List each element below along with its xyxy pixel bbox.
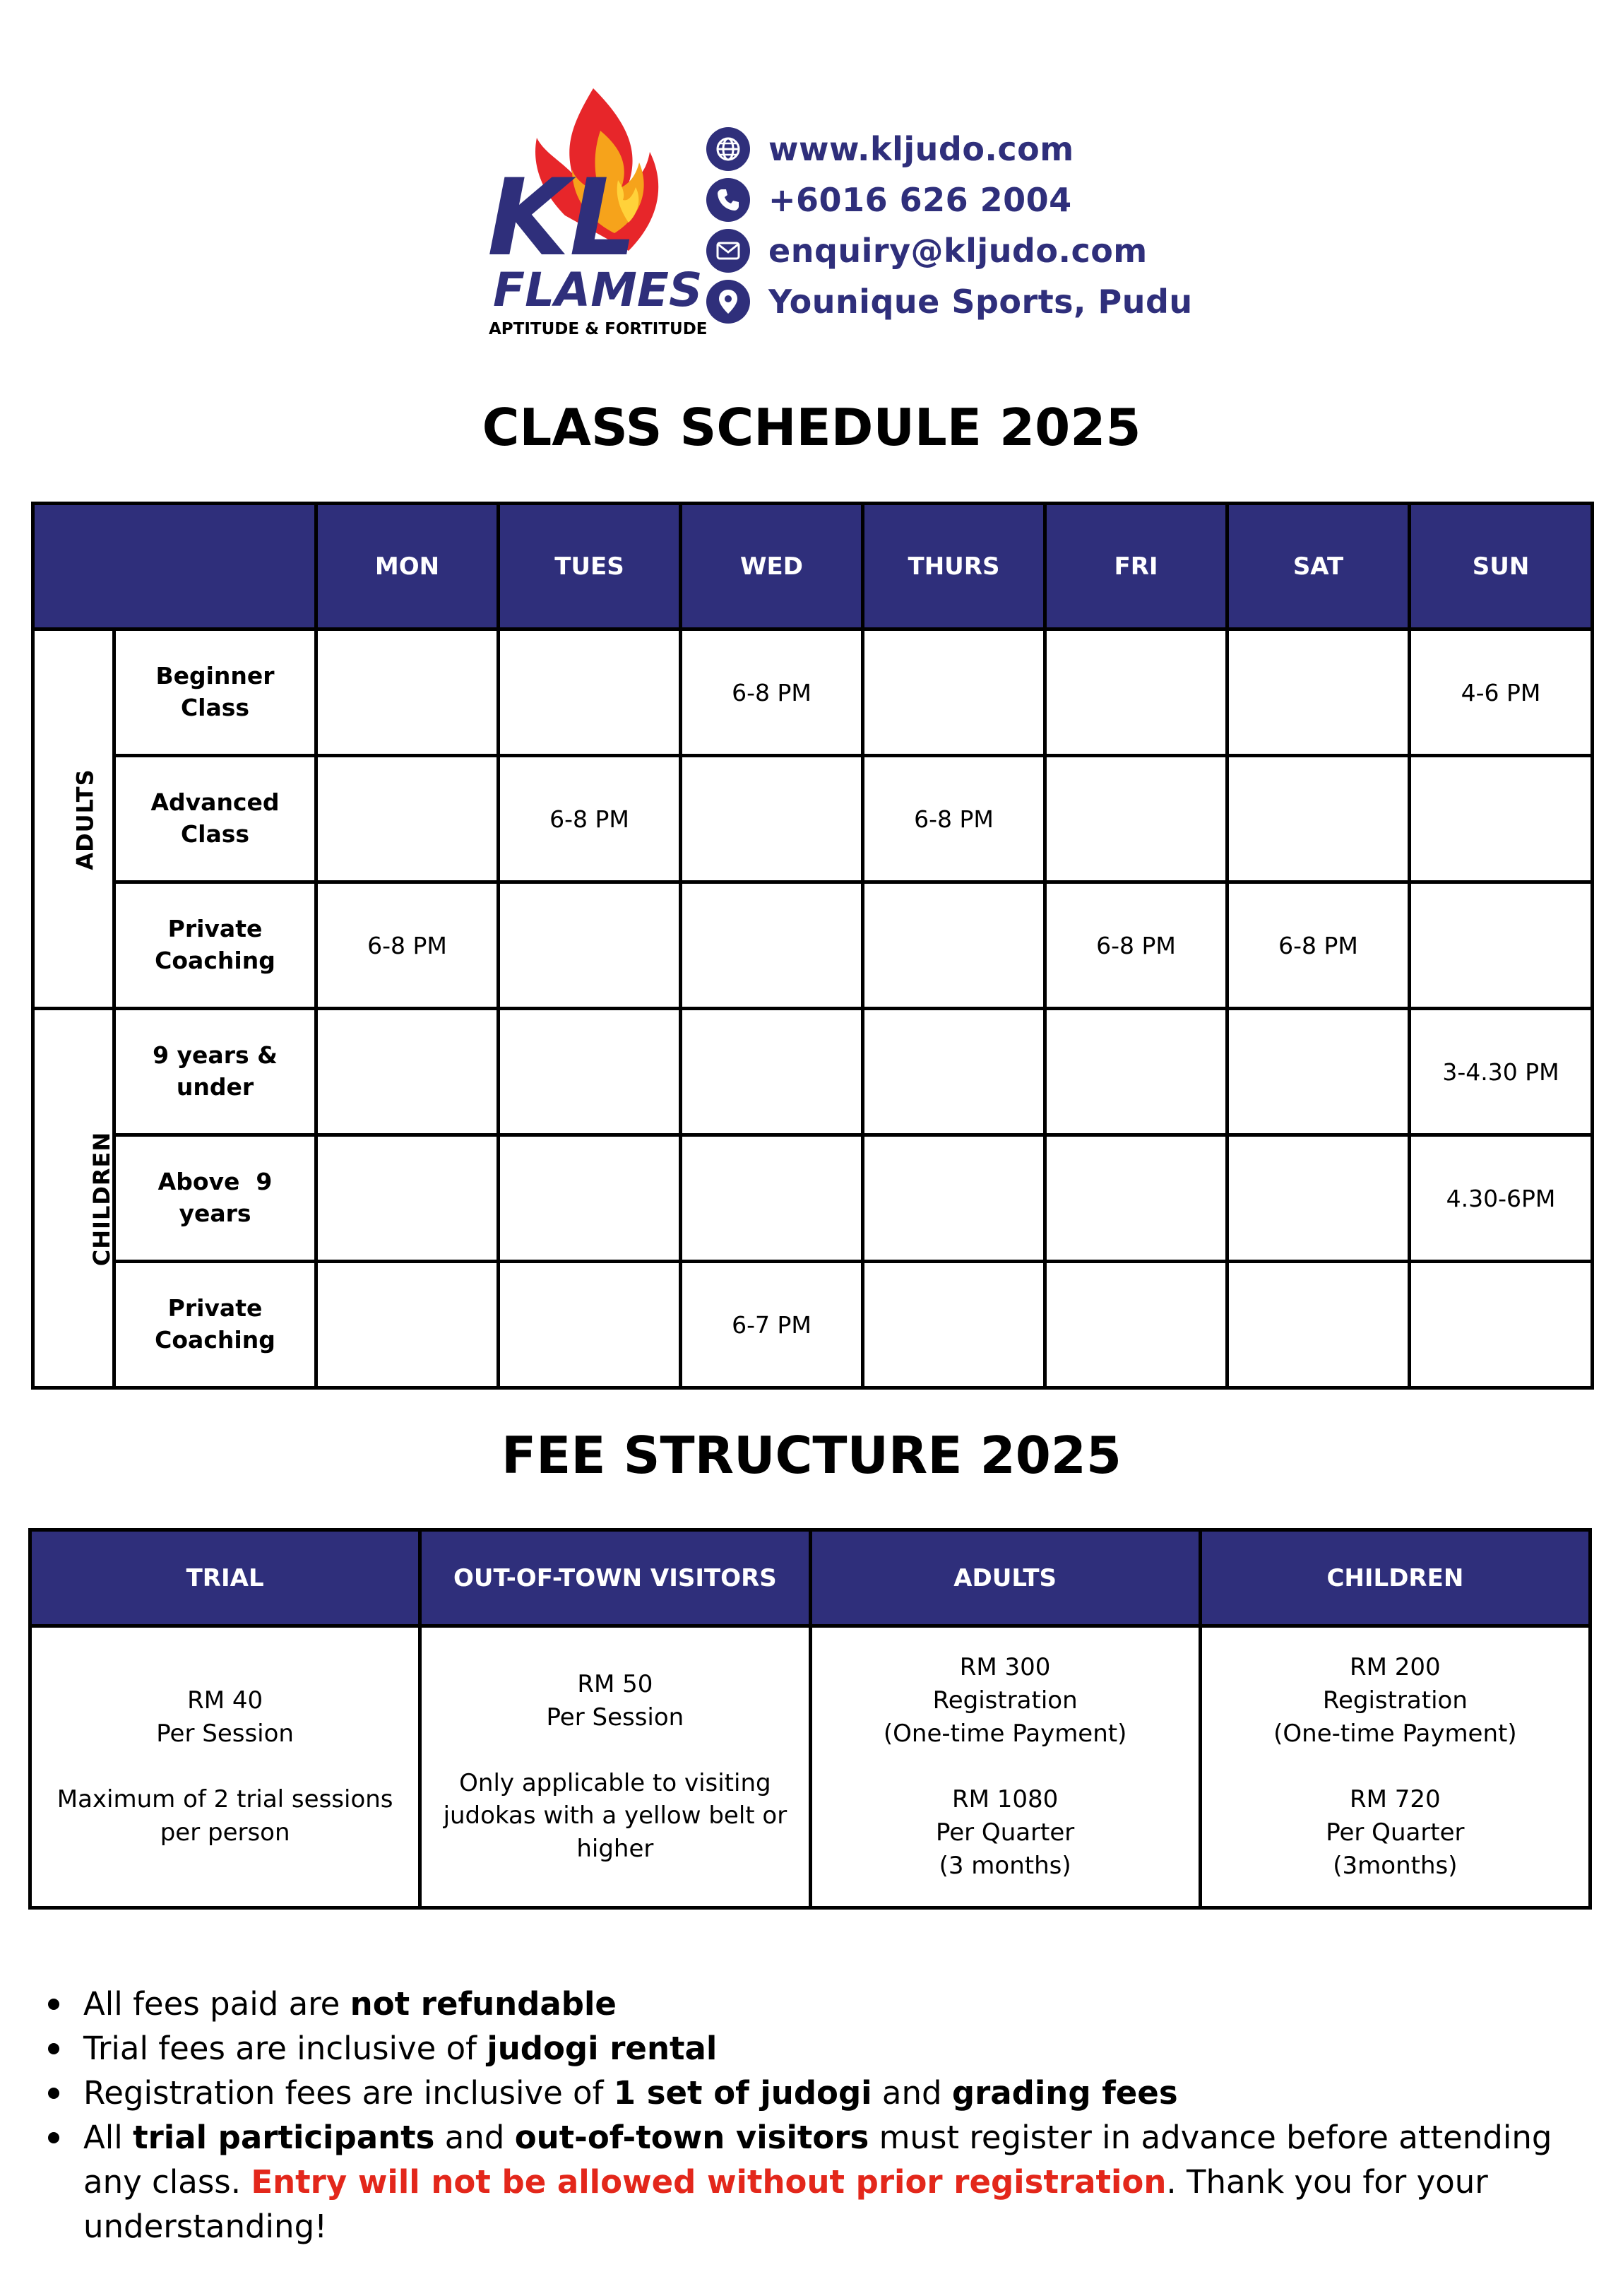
- day-header: SUN: [1410, 504, 1593, 629]
- time-cell: [499, 1135, 681, 1262]
- day-header: WED: [681, 504, 863, 629]
- fee-cell-trial: RM 40 Per Session Maximum of 2 trial sessions per person: [30, 1626, 420, 1908]
- fee-row: [30, 1626, 1591, 1908]
- group-label: CHILDREN: [88, 1131, 116, 1266]
- group-adults: [33, 629, 114, 1009]
- fee-structure-table: [28, 1528, 1592, 1910]
- time-cell: [863, 1262, 1045, 1388]
- time-cell: [1045, 756, 1227, 882]
- time-cell: [316, 1262, 499, 1388]
- time-cell: [863, 1135, 1045, 1262]
- table-row: [33, 1135, 1593, 1262]
- time-cell: 6-8 PM: [1045, 882, 1227, 1009]
- time-cell: [863, 629, 1045, 756]
- fee-cell-adults: RM 300 Registration (One-time Payment) RM 1080 Per Quarter (3 months): [810, 1626, 1200, 1908]
- time-cell: [1410, 1262, 1593, 1388]
- time-cell: [1227, 1262, 1410, 1388]
- notes-list: [42, 1982, 1582, 2249]
- contact-email[interactable]: [706, 225, 1193, 276]
- contact-website[interactable]: [706, 124, 1193, 174]
- time-cell: [1227, 1135, 1410, 1262]
- time-cell: [1045, 1135, 1227, 1262]
- phone-icon: [706, 178, 750, 222]
- time-cell: [499, 882, 681, 1009]
- fee-header: TRIAL: [30, 1530, 420, 1626]
- table-row: [33, 1262, 1593, 1388]
- fee-header: OUT-OF-TOWN VISITORS: [420, 1530, 810, 1626]
- day-header: SAT: [1227, 504, 1410, 629]
- time-cell: [499, 1009, 681, 1135]
- time-cell: [316, 629, 499, 756]
- time-cell: 6-8 PM: [1227, 882, 1410, 1009]
- contact-phone[interactable]: [706, 174, 1193, 225]
- time-cell: [1410, 756, 1593, 882]
- header: [487, 81, 1194, 350]
- registration-warning: Entry will not be allowed without prior registration: [251, 2163, 1167, 2201]
- table-row: [33, 882, 1593, 1009]
- logo-tagline: APTITUDE & FORTITUDE: [489, 320, 708, 338]
- time-cell: 4.30-6PM: [1410, 1135, 1593, 1262]
- contact-list: [706, 124, 1193, 327]
- time-cell: [499, 629, 681, 756]
- time-cell: [1227, 756, 1410, 882]
- time-cell: 6-8 PM: [863, 756, 1045, 882]
- class-label: 9 years & under: [114, 1009, 316, 1135]
- time-cell: [316, 756, 499, 882]
- time-cell: [681, 756, 863, 882]
- time-cell: 6-8 PM: [499, 756, 681, 882]
- time-cell: [681, 1135, 863, 1262]
- kl-flames-logo: [487, 81, 708, 343]
- list-item: Registration fees are inclusive of 1 set of judogi and grading fees: [42, 2071, 1582, 2115]
- fee-header: ADULTS: [810, 1530, 1200, 1626]
- time-cell: [1227, 1009, 1410, 1135]
- list-item: All fees paid are not refundable: [42, 1982, 1582, 2026]
- email-link[interactable]: enquiry@kljudo.com: [768, 232, 1148, 270]
- time-cell: [863, 1009, 1045, 1135]
- class-label: Advanced Class: [114, 756, 316, 882]
- day-header: FRI: [1045, 504, 1227, 629]
- phone-number[interactable]: +6016 626 2004: [768, 181, 1072, 219]
- time-cell: [1227, 629, 1410, 756]
- corner-header: [33, 504, 316, 629]
- time-cell: [1045, 629, 1227, 756]
- group-children: [33, 1009, 114, 1388]
- time-cell: 4-6 PM: [1410, 629, 1593, 756]
- day-header: MON: [316, 504, 499, 629]
- time-cell: [316, 1009, 499, 1135]
- fee-cell-children: RM 200 Registration (One-time Payment) RM 720 Per Quarter (3months): [1200, 1626, 1590, 1908]
- group-label: ADULTS: [71, 768, 99, 870]
- time-cell: [316, 1135, 499, 1262]
- logo-kl-text: KL: [487, 157, 637, 280]
- class-label: Beginner Class: [114, 629, 316, 756]
- fee-header-row: [30, 1530, 1591, 1626]
- time-cell: 6-8 PM: [316, 882, 499, 1009]
- day-header: TUES: [499, 504, 681, 629]
- website-link[interactable]: www.kljudo.com: [768, 130, 1074, 168]
- fee-header: CHILDREN: [1200, 1530, 1590, 1626]
- time-cell: [681, 1009, 863, 1135]
- mail-icon: [706, 229, 750, 273]
- list-item: Trial fees are inclusive of judogi rental: [42, 2026, 1582, 2071]
- contact-location[interactable]: [706, 276, 1193, 327]
- time-cell: 3-4.30 PM: [1410, 1009, 1593, 1135]
- location-text[interactable]: Younique Sports, Pudu: [768, 283, 1193, 321]
- table-row: [33, 756, 1593, 882]
- logo-flames-text: FLAMES: [493, 263, 703, 317]
- time-cell: [863, 882, 1045, 1009]
- time-cell: [499, 1262, 681, 1388]
- table-row: [33, 629, 1593, 756]
- time-cell: [1045, 1009, 1227, 1135]
- class-label: Private Coaching: [114, 882, 316, 1009]
- time-cell: 6-7 PM: [681, 1262, 863, 1388]
- time-cell: 6-8 PM: [681, 629, 863, 756]
- list-item: All trial participants and out-of-town visitors must register in advance before attending any class. Entry will not be allowed without prior registration. Thank you for your understanding!: [42, 2115, 1582, 2249]
- class-label: Private Coaching: [114, 1262, 316, 1388]
- fee-cell-visitors: RM 50 Per Session Only applicable to visiting judokas with a yellow belt or higher: [420, 1626, 810, 1908]
- day-header: THURS: [863, 504, 1045, 629]
- globe-icon: [706, 127, 750, 171]
- time-cell: [1045, 1262, 1227, 1388]
- time-cell: [681, 882, 863, 1009]
- time-cell: [1410, 882, 1593, 1009]
- class-schedule-table: [31, 502, 1594, 1390]
- table-row: [33, 1009, 1593, 1135]
- schedule-title: CLASS SCHEDULE 2025: [482, 398, 1141, 457]
- schedule-header-row: [33, 504, 1593, 629]
- fees-title: FEE STRUCTURE 2025: [501, 1426, 1122, 1485]
- class-label: Above 9 years: [114, 1135, 316, 1262]
- location-pin-icon: [706, 280, 750, 324]
